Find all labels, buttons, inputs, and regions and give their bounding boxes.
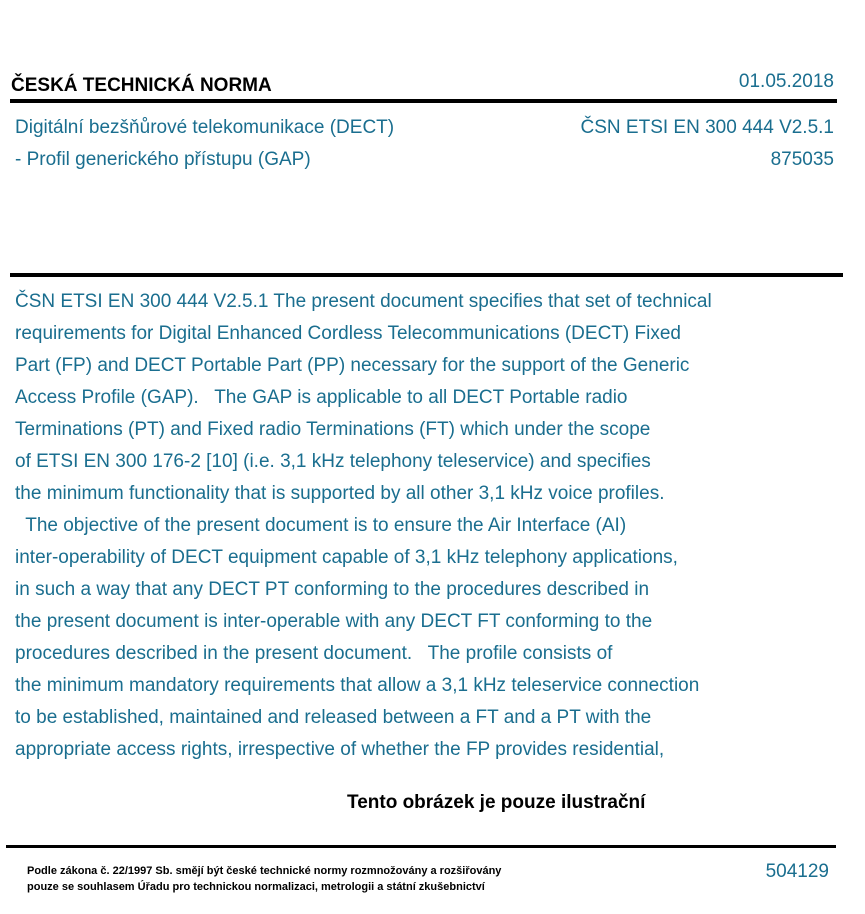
abstract-divider xyxy=(10,273,843,277)
abstract-line: requirements for Digital Enhanced Cordless Telecommunications (DECT) Fixed xyxy=(15,323,681,344)
document-code: 504129 xyxy=(765,861,829,882)
legal-notice xyxy=(27,863,501,895)
abstract-line: to be established, maintained and released between a FT and a PT with the xyxy=(15,707,652,728)
abstract-line: appropriate access rights, irrespective of whether the FP provides residential, xyxy=(15,739,665,760)
abstract-line: Part (FP) and DECT Portable Part (PP) necessary for the support of the Generic xyxy=(15,355,690,376)
standard-header-title: ČESKÁ TECHNICKÁ NORMA xyxy=(11,75,272,96)
document-title-line-1: Digitální bezšňůrové telekomunikace (DECT) xyxy=(15,117,395,138)
standard-designation: ČSN ETSI EN 300 444 V2.5.1 xyxy=(580,117,834,138)
abstract-line: inter-operability of DECT equipment capable of 3,1 kHz telephony applications, xyxy=(15,547,678,568)
abstract-line: the present document is inter-operable with any DECT FT conforming to the xyxy=(15,611,653,632)
abstract-text xyxy=(15,286,845,766)
abstract-line: in such a way that any DECT PT conforming to the procedures described in xyxy=(15,579,650,600)
legal-notice-line: Podle zákona č. 22/1997 Sb. smějí být české technické normy rozmnožovány a rozšiřovány xyxy=(27,865,502,877)
abstract-line: the minimum functionality that is supported by all other 3,1 kHz voice profiles. xyxy=(15,483,665,504)
footer-divider xyxy=(6,845,836,848)
illustration-notice: Tento obrázek je pouze ilustrační xyxy=(347,792,646,813)
abstract-line: of ETSI EN 300 176-2 [10] (i.e. 3,1 kHz telephony teleservice) and specifies xyxy=(15,451,651,472)
abstract-line: the minimum mandatory requirements that allow a 3,1 kHz teleservice connection xyxy=(15,675,700,696)
abstract-line: procedures described in the present document. The profile consists of xyxy=(15,643,613,664)
header-divider xyxy=(10,99,837,103)
publication-date: 01.05.2018 xyxy=(738,71,834,92)
abstract-line: The objective of the present document is to ensure the Air Interface (AI) xyxy=(15,515,627,536)
abstract-line: Terminations (PT) and Fixed radio Terminations (FT) which under the scope xyxy=(15,419,651,440)
legal-notice-line: pouze se souhlasem Úřadu pro technickou normalizaci, metrologii a státní zkušebnictví xyxy=(27,881,485,893)
document-title-line-2: - Profil generického přístupu (GAP) xyxy=(15,149,311,170)
abstract-line: Access Profile (GAP). The GAP is applicable to all DECT Portable radio xyxy=(15,387,628,408)
abstract-line: ČSN ETSI EN 300 444 V2.5.1 The present document specifies that set of technical xyxy=(15,291,712,312)
classification-number: 875035 xyxy=(770,149,834,170)
